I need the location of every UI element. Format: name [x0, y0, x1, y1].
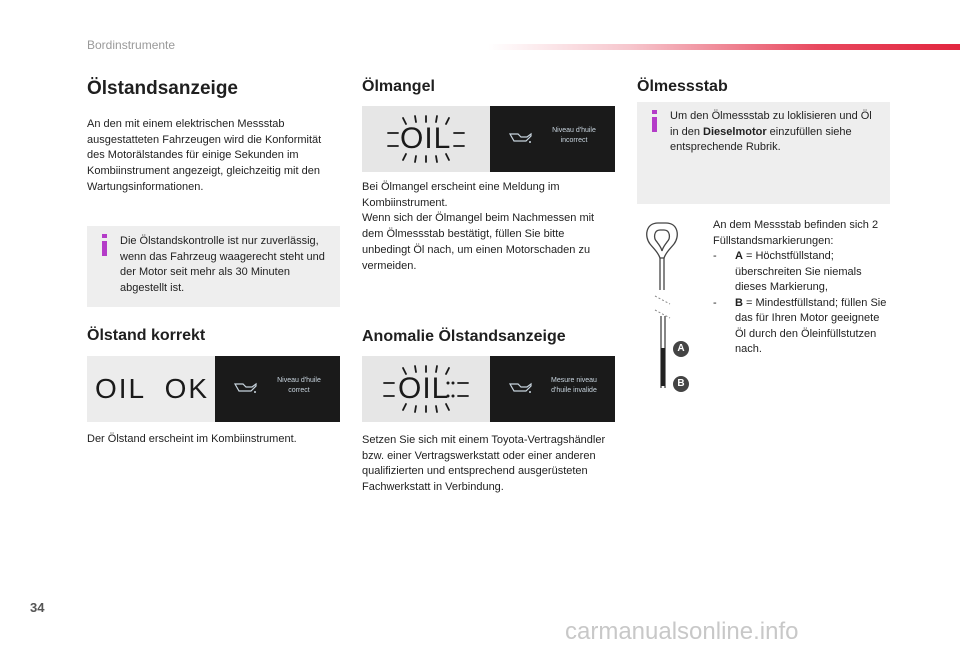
oil-low-heading: Ölmangel: [362, 78, 435, 95]
section-title: Bordinstrumente: [87, 38, 176, 52]
dipstick-heading: Ölmessstab: [637, 78, 728, 95]
oil-low-display-panel: [362, 106, 615, 172]
dipstick-intro: An dem Messstab befinden sich 2 Füllstandsmarkierungen:: [713, 219, 879, 247]
header-accent-bar: [488, 44, 960, 50]
oil-anomaly-heading: Anomalie Ölstandsanzeige: [362, 328, 566, 345]
oil-ok-label: OIL OK: [95, 373, 210, 404]
info-icon: [101, 234, 109, 256]
oil-ok-display-panel: [87, 356, 340, 422]
oil-can-icon: [508, 380, 532, 394]
list-item: - A = Höchstfüllstand; überschreiten Sie niemals dieses Markierung,: [713, 250, 862, 293]
dipstick-illustration: [640, 218, 700, 398]
oil-ok-message: Niveau d'huile correct: [277, 377, 321, 394]
oil-low-label: OIL: [400, 122, 452, 155]
oil-low-message: Niveau d'huile incorrect: [552, 127, 596, 144]
oil-anomaly-display-panel: [362, 356, 615, 422]
oil-can-icon: [508, 130, 532, 144]
marker-a-badge: A: [673, 341, 689, 357]
oil-level-heading: Ölstandsanzeige: [87, 78, 238, 99]
list-item: - B = Mindestfüllstand; füllen Sie das für Ihren Motor geeignete Öl durch den Öleinfüllstutzen nach.: [713, 296, 887, 355]
info-icon: [651, 110, 659, 132]
oil-can-icon: [233, 380, 257, 394]
oil-level-intro: An den mit einem elektrischen Messstab ausgestatteten Fahrzeugen wird die Konformität des Motorälstandes für einige Sekunden im Kombiinstrument angezeigt, gleichzeitig mit den Wartungsinformationen.: [87, 118, 322, 193]
watermark: carmanualsonline.info: [565, 618, 799, 645]
oil-anomaly-text: Setzen Sie sich mit einem Toyota-Vertragshändler bzw. einer Vertragswerkstatt oder einer anderen qualifizierten und entsprechend ausgerüsteten Fachwerkstatt in Verbindung.: [362, 434, 606, 494]
oil-low-text: Bei Ölmangel erscheint eine Meldung im Kombiinstrument. Wenn sich der Ölmangel beim Nachmessen mit dem Ölmessstab bestätigt, füllen Sie bitte unbedingt Öl nach, um einen Motorschaden zu vermeiden.: [362, 181, 595, 272]
marker-b-badge: B: [673, 376, 689, 392]
page-number: 34: [30, 600, 45, 615]
dipstick-info-text: Um den Ölmessstab zu loklisieren und Öl in den Dieselmotor einzufüllen siehe entsprechende Rubrik.: [670, 110, 872, 153]
oil-correct-heading: Ölstand korrekt: [87, 327, 206, 344]
oil-anomaly-message: Mesure niveau d'huile invalide: [551, 377, 597, 394]
info-note-text: Die Ölstandskontrolle ist nur zuverlässig, wenn das Fahrzeug waagerecht steht und der Motor seit mehr als 30 Minuten abgestellt ist.: [120, 235, 325, 294]
oil-correct-text: Der Ölstand erscheint im Kombiinstrument.: [87, 433, 297, 445]
oil-anomaly-label: OIL: [398, 372, 450, 405]
dipstick-info-note: [637, 102, 890, 204]
dipstick-marking-list: [713, 249, 891, 358]
dipstick-description: [713, 218, 891, 358]
info-note: [87, 226, 340, 307]
